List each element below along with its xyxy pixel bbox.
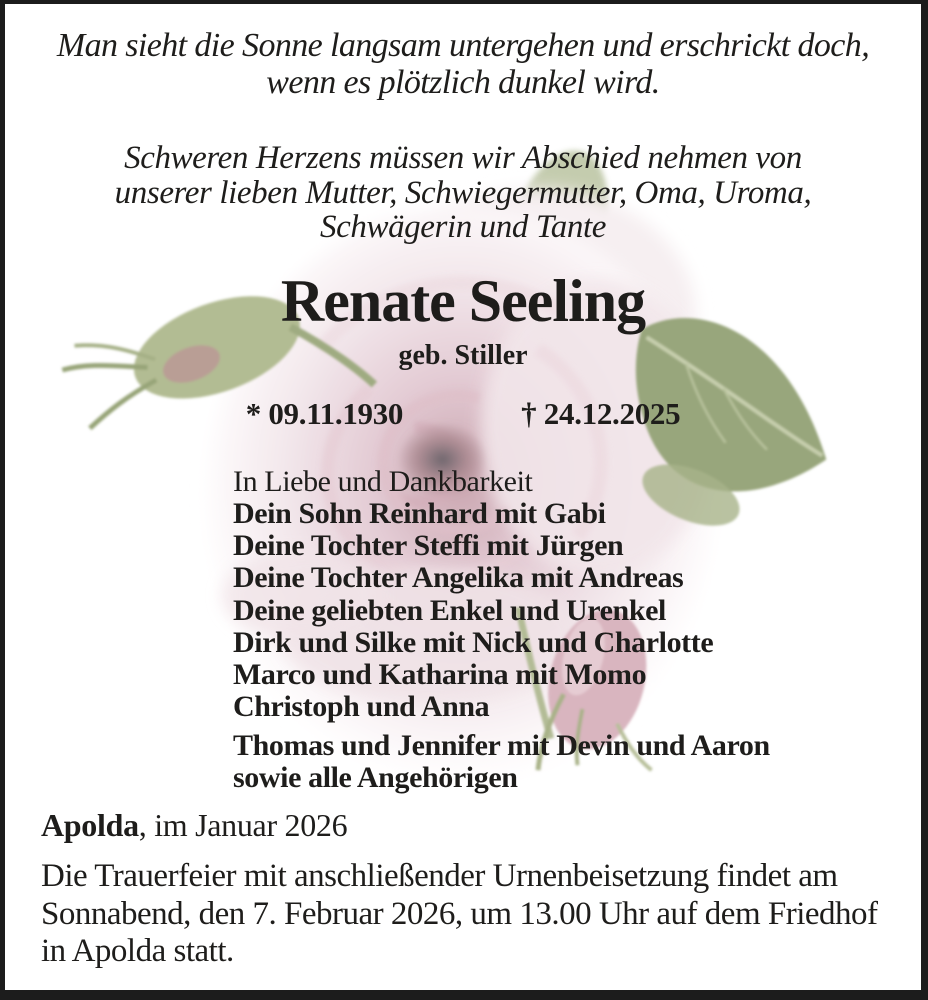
funeral-notice: Die Trauerfeier mit anschließender Urnenbeisetzung findet am Sonnabend, den 7. Februar 2026, um 13.00 Uhr auf dem Friedhof in Apolda statt. <box>41 858 878 969</box>
opening-quote <box>5 28 921 101</box>
intro-text <box>5 141 921 244</box>
closing-line <box>41 808 921 843</box>
intro-line-2: unserer lieben Mutter, Schwiegermutter, Oma, Uroma, <box>114 174 812 211</box>
intro-line-3: Schwägerin und Tante <box>320 209 606 246</box>
family-line: sowie alle Angehörigen <box>233 761 518 795</box>
intro-line-1: Schweren Herzens müssen wir Abschied nehmen von <box>124 140 802 177</box>
birth-date: * 09.11.1930 <box>245 396 404 432</box>
quote-line-2: wenn es plötzlich dunkel wird. <box>266 63 660 101</box>
family-line: Christoph und Anna <box>233 689 490 723</box>
death-date: † 24.12.2025 <box>521 396 681 432</box>
family-line: Marco und Katharina mit Momo <box>233 657 647 691</box>
dedication-text: In Liebe und Dankbarkeit <box>233 465 533 499</box>
family-line: Deine Tochter Steffi mit Jürgen <box>233 529 624 563</box>
maiden-name: geb. Stiller <box>398 340 528 372</box>
family-line: Dirk und Silke mit Nick und Charlotte <box>233 625 714 659</box>
family-line: Thomas und Jennifer mit Devin und Aaron <box>233 728 770 762</box>
obituary-content <box>5 28 921 970</box>
family-line: Dein Sohn Reinhard mit Gabi <box>233 497 606 531</box>
family-line: Deine geliebten Enkel und Urenkel <box>233 593 666 627</box>
quote-line-1: Man sieht die Sonne langsam untergehen und erschrickt doch, <box>56 27 870 64</box>
family-line: Deine Tochter Angelika mit Andreas <box>233 561 684 595</box>
closing-date: , im Januar 2026 <box>138 807 348 844</box>
life-dates <box>5 396 921 432</box>
mourners-block <box>233 466 921 794</box>
closing-place: Apolda <box>41 807 139 844</box>
deceased-name: Renate Seeling <box>280 268 646 335</box>
